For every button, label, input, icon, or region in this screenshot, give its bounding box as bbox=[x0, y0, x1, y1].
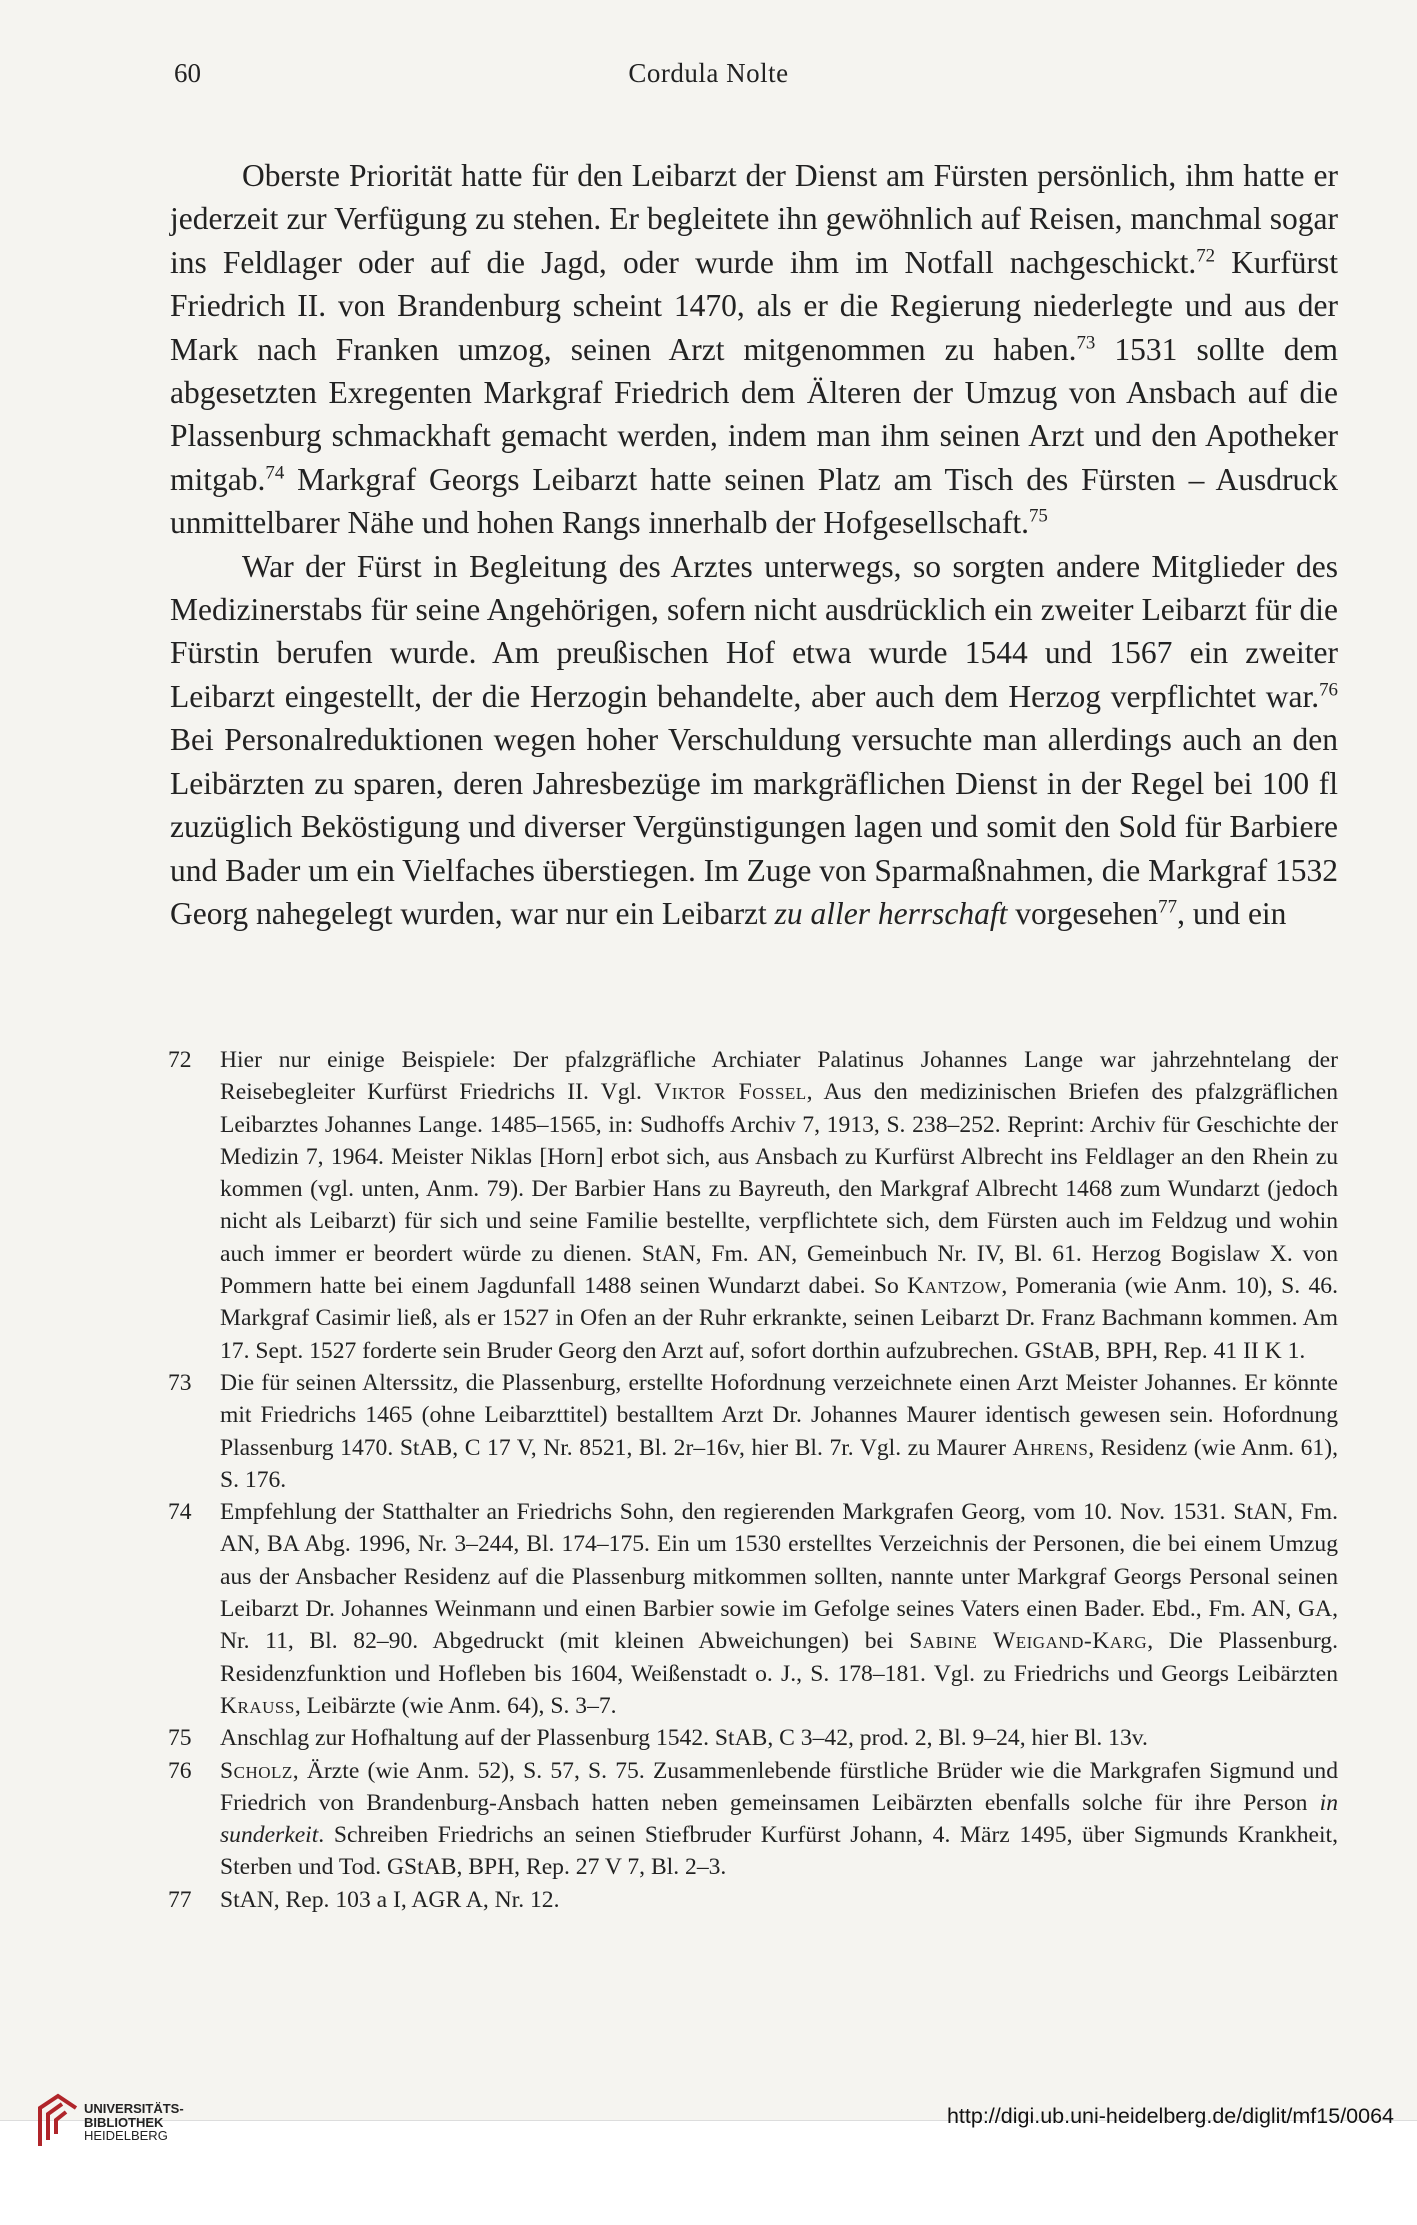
text-run: , und ein bbox=[1177, 895, 1287, 931]
author-name: Viktor Fossel bbox=[654, 1079, 807, 1106]
text-run: Markgraf Georgs Leibarzt hatte seinen Platz am Tisch des Fürsten – Ausdruck unmittelbarer Nähe und hohen Rangs innerhalb der Hofgesellschaft. bbox=[170, 461, 1338, 541]
footnote-ref[interactable]: 77 bbox=[1158, 896, 1178, 918]
library-name-line: BIBLIOTHEK bbox=[84, 2114, 164, 2130]
text-run: Empfehlung der Statthalter an Friedrichs Sohn, den regierenden Markgrafen Georg, vom 10. Nov. 1531. StAN, Fm. AN, BA Abg. 1996, Nr. 3–244, Bl. 174–175. Ein um 1530 erstelltes Verzeichnis der Personen, die bei einem Umzug aus der Ansbacher Residenz auf die Plassenburg mitkommen sollten, nannte unter Markgraf Georgs Personal seinen Leibarzt Dr. Johannes Weinmann und einen Barbier sowie im Gefolge seines Vaters einen Bader. Ebd., Fm. AN, GA, Nr. 11, Bl. 82–90. Abgedruckt (mit kleinen Abweichungen) bei bbox=[220, 1499, 1338, 1655]
digital-copy-url[interactable]: http://digi.ub.uni-heidelberg.de/diglit/mf15/0064 bbox=[946, 2104, 1394, 2128]
text-run: Oberste Priorität hatte für den Leibarzt der Dienst am Fürsten persönlich, ihm hatte er jederzeit zur Verfügung zu stehen. Er begleitete ihn gewöhnlich auf Reisen, manchmal sogar ins Feldlager oder auf die Jagd, oder wurde ihm im Notfall nachgeschickt. bbox=[170, 158, 1338, 280]
footnote bbox=[168, 1722, 1338, 1754]
library-name bbox=[84, 2102, 184, 2143]
footnote bbox=[168, 1755, 1338, 1884]
text-run: , Aus den medizinischen Briefen des pfalzgräflichen Leibarztes Johannes Lange. 1485–1565, in: Sudhoffs Archiv 7, 1913, S. 238–252. Reprint: Archiv für Geschichte der Medizin 7, 1964. Meister Niklas [Horn] erbot sich, aus Ansbach zu Kurfürst Albrecht ins Feldlager an den Rhein zu kommen (vgl. unten, Anm. 79). Der Barbier Hans zu Bayreuth, den Markgraf Albrecht 1468 zum Wundarzt (jedoch nicht als Leibarzt) für sich und seine Familie bestellte, verpflichtete sich, dem Fürsten auch im Feldzug und wohin auch immer er beordert würde zu dienen. StAN, Fm. AN, Gemeinbuch Nr. IV, Bl. 61. Herzog Bogislaw X. von Pommern hatte bei einem Jagdunfall 1488 seinen Wundarzt dabei. So bbox=[220, 1079, 1338, 1300]
text-run: Hier nur einige Beispiele: Der pfalzgräfliche Archiater Palatinus Johannes Lange war jahrzehntelang der Reisebegleiter Kurfürst Friedrichs II. Vgl. bbox=[220, 1047, 1338, 1106]
footnote-number: 77 bbox=[168, 1886, 192, 1913]
italic-text: in sunderkeit bbox=[220, 1789, 1338, 1849]
paragraph bbox=[170, 545, 1338, 936]
footnote-number: 73 bbox=[168, 1369, 192, 1396]
author-name: Ahrens bbox=[1012, 1434, 1089, 1461]
footnote-number: 74 bbox=[168, 1499, 192, 1526]
footnote bbox=[168, 1496, 1338, 1722]
footnote-ref[interactable]: 76 bbox=[1319, 679, 1338, 701]
text-run: Anschlag zur Hofhaltung auf der Plassenburg 1542. StAB, C 3–42, prod. 2, Bl. 9–24, hier Bl. 13v. bbox=[220, 1725, 1148, 1752]
running-head: Cordula Nolte bbox=[628, 58, 789, 88]
footnote bbox=[168, 1367, 1338, 1496]
text-run: , Leibärzte (wie Anm. 64), S. 3–7. bbox=[294, 1692, 617, 1719]
text-run: Kurfürst Friedrich II. von Brandenburg scheint 1470, als er die Regierung niederlegte und aus der Mark nach Franken umzog, seinen Arzt mitgenommen zu haben. bbox=[170, 244, 1338, 367]
footnotes bbox=[168, 1044, 1338, 1916]
footnote bbox=[168, 1044, 1338, 1367]
text-run: War der Fürst in Begleitung des Arztes unterwegs, so sorgten andere Mitglieder des Medizinerstabs für seine Angehörigen, sofern nicht ausdrücklich ein zweiter Leibarzt für die Fürstin berufen wurde. Am preußischen Hof etwa wurde 1544 und 1567 ein zweiter Leibarzt eingestellt, der die Herzogin behandelte, aber auch dem Herzog verpflichtet war. bbox=[170, 548, 1338, 714]
text-run: 1531 sollte dem abgesetzten Exregenten Markgraf Friedrich dem Älteren der Umzug von Ansbach auf die Plassenburg schmackhaft gemacht werden, indem man ihm seinen Arzt und den Apotheker mitgab. bbox=[170, 331, 1338, 497]
italic-text: zu aller herrschaft bbox=[774, 895, 1008, 931]
library-name-line: HEIDELBERG bbox=[84, 2128, 168, 2143]
footnote-ref[interactable]: 72 bbox=[1196, 245, 1216, 267]
text-run: . Schreiben Friedrichs an seinen Stiefbruder Kurfürst Johann, 4. März 1495, über Sigmunds Krankheit, Sterben und Tod. GStAB, BPH, Rep. 27 V 7, Bl. 2–3. bbox=[220, 1822, 1338, 1881]
text-run: , Pomerania (wie Anm. 10), S. 46. Markgraf Casimir ließ, als er 1527 in Ofen an der Ruhr erkrankte, seinen Leibarzt Dr. Franz Bachmann kommen. Am 17. Sept. 1527 forderte sein Bruder Georg den Arzt auf, sofort dorthin aufzubrechen. GStAB, BPH, Rep. 41 II K 1. bbox=[220, 1273, 1338, 1364]
page-number: 60 bbox=[174, 58, 201, 88]
digitization-footer bbox=[0, 2120, 1417, 2225]
author-name: Krauss bbox=[220, 1692, 295, 1719]
university-library-logo-icon[interactable] bbox=[34, 2090, 82, 2150]
text-run: , Ärzte (wie Anm. 52), S. 57, S. 75. Zusammenlebende fürstliche Brüder wie die Markgrafen Sigmund und Friedrich von Brandenburg-Ansbach hatten neben gemeinsamen Leibärzten ebenfalls solche für ihre Person bbox=[220, 1757, 1338, 1816]
main-text bbox=[170, 154, 1338, 935]
footnote-number: 76 bbox=[168, 1757, 192, 1784]
text-run: StAN, Rep. 103 a I, AGR A, Nr. 12. bbox=[220, 1886, 560, 1913]
footnote-ref[interactable]: 75 bbox=[1028, 505, 1048, 527]
footnote bbox=[168, 1884, 1338, 1916]
text-run: , Residenz (wie Anm. 61), S. 176. bbox=[220, 1434, 1338, 1493]
footnote-number: 75 bbox=[168, 1725, 192, 1752]
text-run: Bei Personalreduktionen wegen hoher Verschuldung versuchte man allerdings auch an den Leibärzten zu sparen, deren Jahresbezüge im markgräflichen Dienst in der Regel bei 100 fl zuzüglich Beköstigung und diverser Vergünstigungen lagen und somit den Sold für Barbiere und Bader um ein Vielfaches überstiegen. Im Zuge von Sparmaßnahmen, die Markgraf 1532 Georg nahegelegt wurden, war nur ein Leibarzt bbox=[170, 722, 1338, 931]
text-run: vorgesehen bbox=[1007, 895, 1159, 931]
text-run: , Die Plassenburg. Residenzfunktion und Hofleben bis 1604, Weißenstadt o. J., S. 178–181. Vgl. zu Friedrichs und Georgs Leibärzten bbox=[220, 1628, 1338, 1687]
footnote-ref[interactable]: 73 bbox=[1076, 332, 1096, 354]
paragraph bbox=[170, 154, 1338, 545]
author-name: Scholz bbox=[220, 1757, 293, 1784]
footnote-number: 72 bbox=[168, 1047, 192, 1073]
text-run: Die für seinen Alterssitz, die Plassenburg, erstellte Hofordnung verzeichnete einen Arzt Meister Johannes. Er könnte mit Friedrichs 1465 (ohne Leibarzttitel) bestalltem Arzt Dr. Johannes Maurer identisch gewesen sein. Hofordnung Plassenburg 1470. StAB, C 17 V, Nr. 8521, Bl. 2r–16v, hier Bl. 7r. Vgl. zu Maurer bbox=[220, 1369, 1338, 1461]
library-name-line: UNIVERSITÄTS- bbox=[84, 2101, 184, 2116]
author-name: Sabine Weigand-Karg bbox=[909, 1628, 1148, 1655]
author-name: Kantzow bbox=[907, 1273, 1002, 1300]
footnote-ref[interactable]: 74 bbox=[265, 462, 285, 484]
